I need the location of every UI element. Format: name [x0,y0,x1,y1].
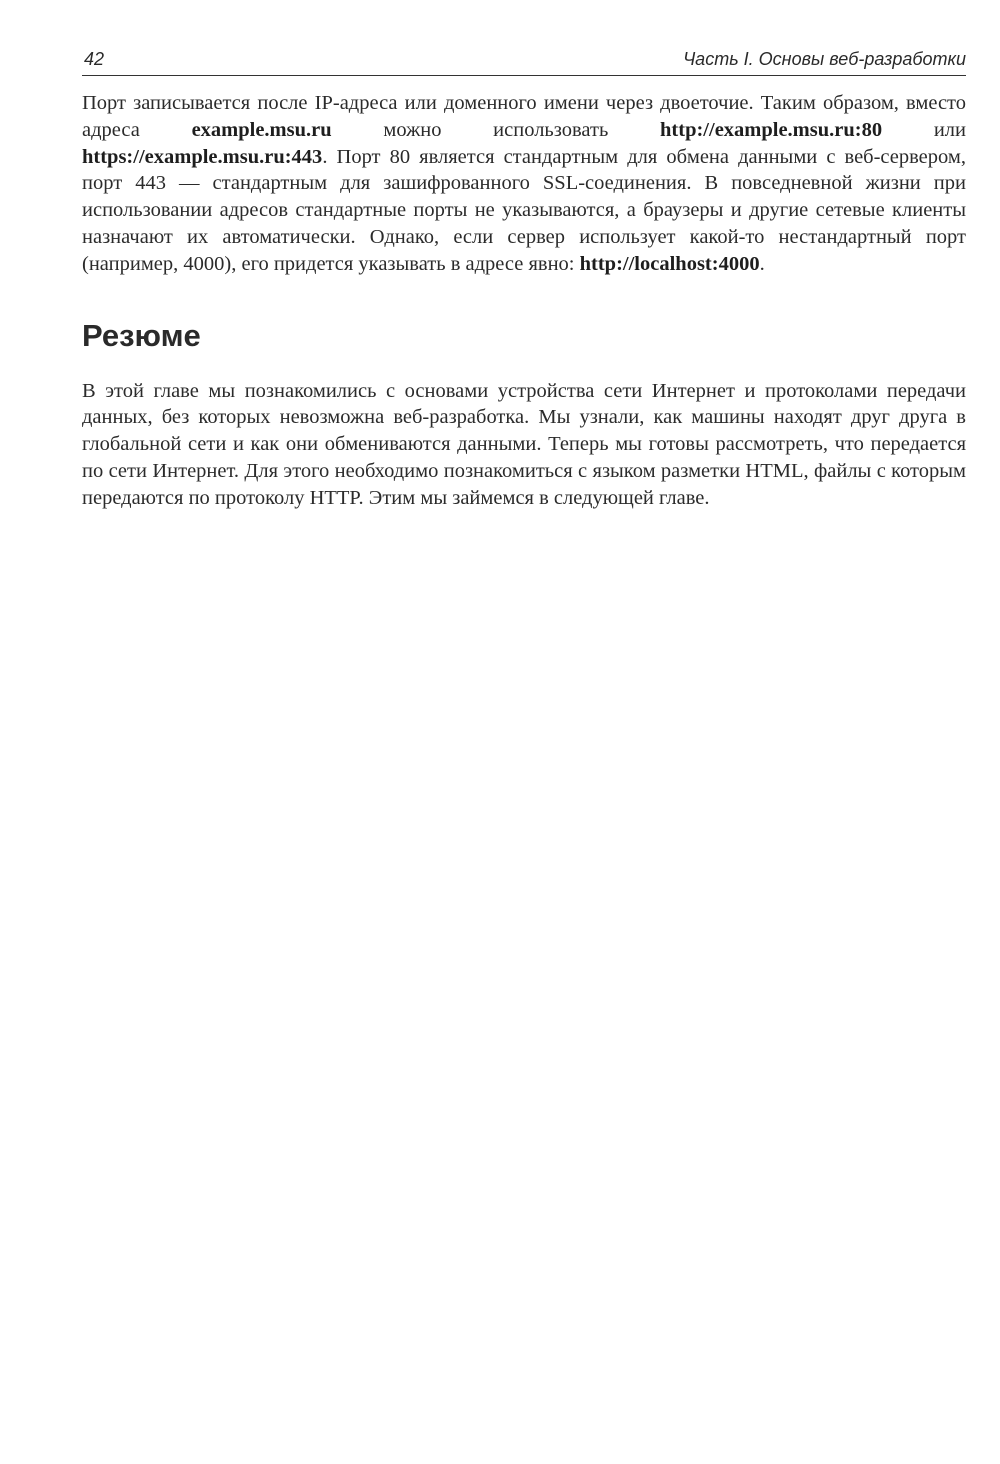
text-run: или [882,118,966,141]
bold-url-localhost: http://localhost:4000 [579,252,760,275]
paragraph-summary: В этой главе мы познакомились с основами устройства сети Интернет и протоколами передачи данных, без которых невозможна веб-разработка. Мы узнали, как машины находят друг друга в глобальной сети и как они обмениваются данными. Теперь мы готовы рассмотреть, что передается по сети Интернет. Для этого необходимо познакомиться с языком разметки HTML, файлы с которым передаются по протоколу HTTP. Этим мы займемся в следующей главе. [82,379,966,509]
text-run: . [759,252,765,275]
text-run: Порт записывается после IP-адреса или доменного имени через двоеточие. Таким образом, вместо адреса [82,92,966,141]
chapter-title: Часть I. Основы веб-разработки [683,49,966,69]
text-run: можно использовать [331,118,661,141]
book-page [82,48,966,512]
bold-url-https: https://example.msu.ru:443 [82,145,323,168]
page-number: 42 [84,49,105,69]
paragraph-ports [82,90,966,278]
section-heading: Резюме [82,317,201,353]
bold-url-http: http://example.msu.ru:80 [660,118,883,141]
bold-address: example.msu.ru [191,118,332,141]
running-header [82,48,966,76]
text-run: . Порт 80 является стандартным для обмена данными с веб-сервером, порт 443 — стандартным для зашифрованного SSL-соединения. В повседневной жизни при использовании адресов стандартные порты не указываются, а браузеры и другие сетевые клиенты назначают их автоматически. Однако, если сервер использует какой-то нестандартный порт (например, 4000), его придется указывать в адресе явно: [82,145,966,275]
